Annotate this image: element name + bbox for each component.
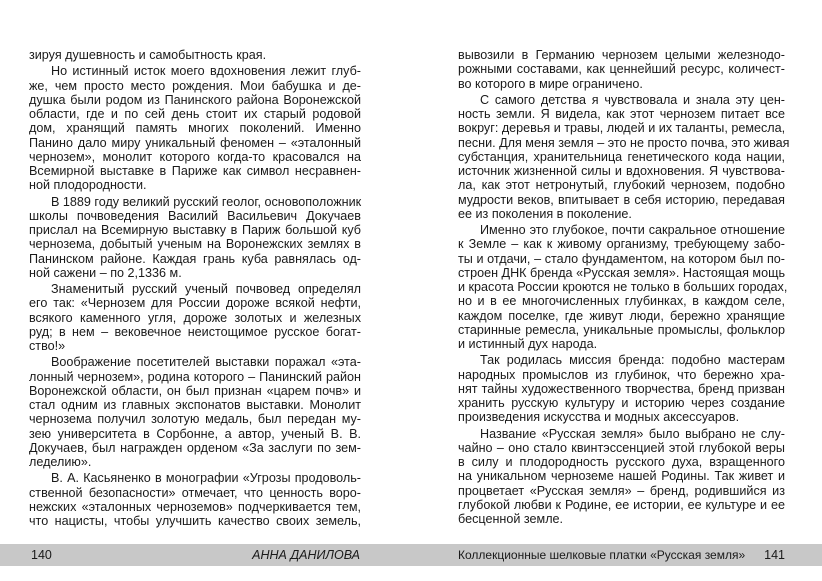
text-line: Воображение посетителей выставки поражал «эта- xyxy=(51,355,361,370)
text-line: хранить русскую культуру и историю через создание xyxy=(458,396,785,410)
text-line: Панинском районе. Каждая грань куба равнялась од- xyxy=(29,251,361,266)
text-line: Название «Русская земля» было выбрано не слу- xyxy=(480,426,785,441)
right-page-body xyxy=(458,48,790,526)
text-line: ной сажени – по 2,1336 м. xyxy=(29,265,182,280)
text-line: ее из поколения в поколение. xyxy=(458,206,632,221)
text-line: вокруг: деревья и травы, людей и их таланты, ремесла, xyxy=(458,121,786,136)
text-line: леделию». xyxy=(29,455,92,469)
text-line: что нацисты, чтобы улучшить качество своих земель, xyxy=(29,514,361,528)
page-number-left: 140 xyxy=(31,548,52,562)
text-line: В 1889 году великий русский геолог, основоположник xyxy=(51,194,362,209)
text-line: глубокой любви к Родине, ее истории, ее культуре и ее xyxy=(458,497,785,512)
text-line: чернозема получил золотую медаль, был передан му- xyxy=(29,412,361,427)
text-line: области, где и по сей день стоит их старый родовой xyxy=(29,107,361,121)
page-number-right: 141 xyxy=(764,548,785,562)
text-line: ла, как этот нетронутый, глубокий чернозем, подобно xyxy=(458,178,785,193)
text-line: вывозили в Германию чернозем целыми железнодо- xyxy=(458,48,785,62)
text-line: ты и отдачи, – стало фундаментом, на котором был по- xyxy=(458,251,785,266)
text-line: руд; в нем – вековечное неистощимое русское богат- xyxy=(29,324,361,339)
text-line: ной плодородности. xyxy=(29,178,147,193)
text-line: лонный чернозем», родина которого – Панинский район xyxy=(29,369,361,384)
text-line: Докучаев, был награжден орденом «За заслуги по зем- xyxy=(29,440,361,455)
text-line: чернозем», монолит которого когда-то красовался на xyxy=(29,149,361,164)
text-line: душка были родом из Панинского района Воронежской xyxy=(29,92,361,107)
text-line: стал одним из главных экспонатов выставки. Монолит xyxy=(29,398,361,412)
text-line: и красота России кроются не только в больших городах, xyxy=(458,280,788,294)
text-line: во которого в мире ограничено. xyxy=(458,76,643,91)
text-line: его так: «Чернозем для России дороже всякой нефти, xyxy=(29,296,361,311)
running-header-book-title: Коллекционные шелковые платки «Русская земля» xyxy=(458,548,746,562)
text-line: С самого детства я чувствовала и знала эту цен- xyxy=(480,92,785,107)
left-page-body xyxy=(29,48,361,528)
text-line: прислал на Всемирную выставку в Париж большой куб xyxy=(29,223,361,237)
text-line: ственной безопасности» отмечает, что ценность воро- xyxy=(29,485,361,500)
text-line: мудрости веков, впитывает в себя историю, передавая xyxy=(458,192,785,207)
text-line: нежских «эталонных черноземов» подчеркивается тем, xyxy=(29,499,361,514)
text-line: чайно – оно стало квинтэссенцией этой глубокой веры xyxy=(458,440,785,455)
text-line: Так родилась миссия бренда: подобно мастерам xyxy=(480,353,785,368)
text-line: каждом поселке, где живут люди, бережно хранящие xyxy=(458,308,785,323)
text-line: же, чем просто место рождения. Мои бабушка и де- xyxy=(29,78,361,93)
text-line: народных промыслов из глубинок, что бережно хра- xyxy=(458,367,785,382)
text-line: ство!» xyxy=(29,339,66,353)
text-line: рожными составами, как ценнейший ресурс, количест- xyxy=(458,62,785,77)
running-header-author: АННА ДАНИЛОВА xyxy=(252,548,360,562)
text-line: зируя душевность и самобытность края. xyxy=(29,48,267,62)
text-line: произведения искусства и модных аксессуаров. xyxy=(458,410,740,425)
text-line: Именно это глубокое, почти сакральное отношение xyxy=(480,223,785,237)
text-line: субстанция, хранительница генетического кода нации, xyxy=(458,149,785,164)
text-line: песни. Для меня земля – это не просто почва, это живая xyxy=(458,135,790,150)
text-line: но и в ее многочисленных глубинках, в каждом селе, xyxy=(458,294,785,309)
text-line: нят тайны художественного творчества, бренд призван xyxy=(458,381,785,396)
text-line: В. А. Касьяненко в монографии «Угрозы продоволь- xyxy=(51,471,361,486)
text-line: процветает «Русская земля» – бренд, родившийся из xyxy=(458,483,785,498)
text-line: чернозема, добытый ученым на Воронежских землях в xyxy=(29,237,361,252)
text-line: источник жизненной силы и вдохновения. Я чувствова- xyxy=(458,164,785,178)
text-line: Знаменитый русский ученый почвовед определял xyxy=(51,282,361,296)
text-line: Но истинный исток моего вдохновения лежит глуб- xyxy=(51,64,361,79)
text-line: Всемирной выставке в Париже как символ несравнен- xyxy=(29,164,361,178)
text-line: строен ДНК бренда «Русская земля». Настоящая мощь xyxy=(458,265,785,280)
text-line: в силу и плодородность русского духа, взращенного xyxy=(458,455,785,469)
text-line: и истинный дух народа. xyxy=(458,337,598,351)
text-line: Воронежской области, он был признан «царем почв» и xyxy=(29,383,361,398)
text-line: школы почвоведения Василий Васильевич Докучаев xyxy=(29,208,361,223)
text-line: к Земле – как к живому организму, требующему забо- xyxy=(458,237,785,252)
text-line: на уникальном черноземе нашей Родины. Так живет и xyxy=(458,469,785,484)
text-line: бесценной земле. xyxy=(458,512,564,526)
text-line: зею университета в Сорбонне, а автор, ученый В. В. xyxy=(29,426,361,441)
text-line: старинные ремесла, уникальные промыслы, фольклор xyxy=(458,322,785,337)
text-line: всякого каменного угля, дороже золотых и железных xyxy=(29,310,361,325)
text-line: Панино дало миру уникальный феномен – «эталонный xyxy=(29,135,361,150)
text-line: ность земли. Я видела, как этот чернозем питает все xyxy=(458,107,785,121)
text-line: дом, хранящий память многих поколений. Именно xyxy=(29,121,361,136)
